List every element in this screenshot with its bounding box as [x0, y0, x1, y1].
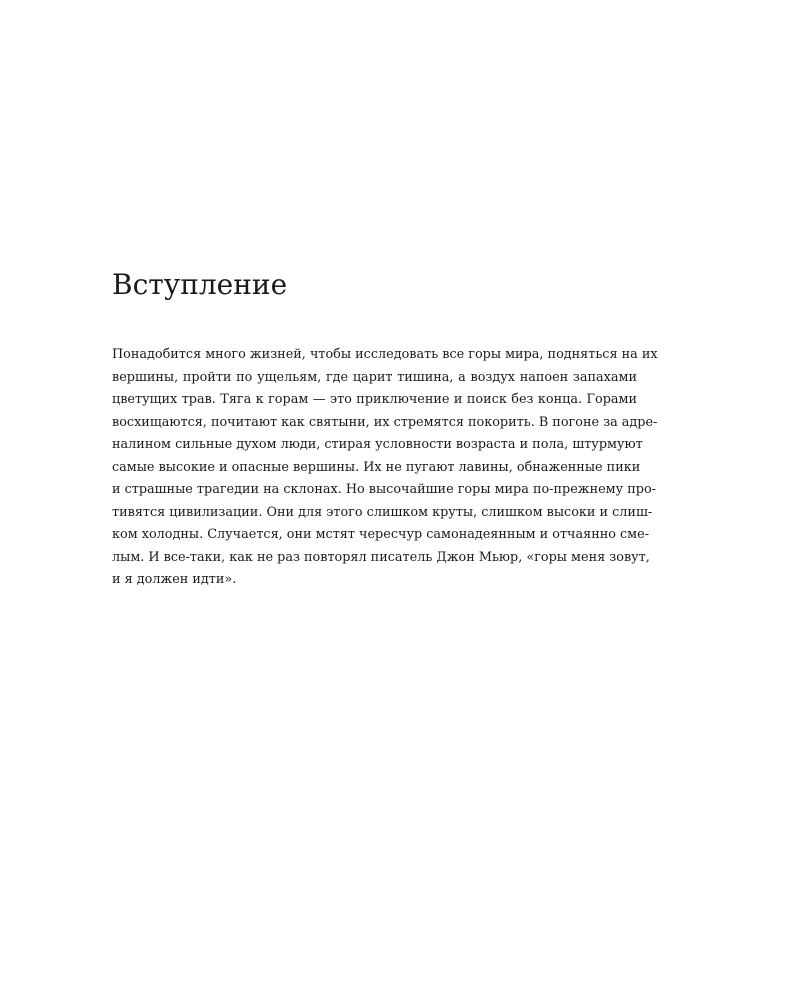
- paragraph-line: ком холодны. Случается, они мстят чересчур самонадеянным и отчаянно сме-: [112, 527, 650, 542]
- paragraph-line: самые высокие и опасные вершины. Их не пугают лавины, обнаженные пики: [112, 459, 641, 475]
- chapter-title: Вступление: [112, 268, 288, 301]
- paragraph-line: цветущих трав. Тяга к горам — это приключение и поиск без конца. Горами: [112, 392, 637, 407]
- paragraph-line: лым. И все-таки, как не раз повторял писатель Джон Мьюр, «горы меня зовут,: [112, 549, 650, 565]
- paragraph-line: Понадобится много жизней, чтобы исследовать все горы мира, подняться на их: [112, 347, 658, 362]
- paragraph-line: и я должен идти».: [112, 572, 237, 587]
- paragraph-line: восхищаются, почитают как святыни, их стремятся покорить. В погоне за адре-: [112, 414, 658, 430]
- paragraph-line: вершины, пройти по ущельям, где царит тишина, а воздух напоен запахами: [112, 369, 637, 385]
- paragraph-line: налином сильные духом люди, стирая условности возраста и пола, штурмуют: [112, 437, 643, 452]
- paragraph-line: и страшные трагедии на склонах. Но высочайшие горы мира по-прежнему про-: [112, 482, 656, 497]
- paragraph-line: тивятся цивилизации. Они для этого слишком круты, слишком высоки и слиш-: [112, 504, 653, 520]
- introduction-paragraph: [112, 344, 658, 592]
